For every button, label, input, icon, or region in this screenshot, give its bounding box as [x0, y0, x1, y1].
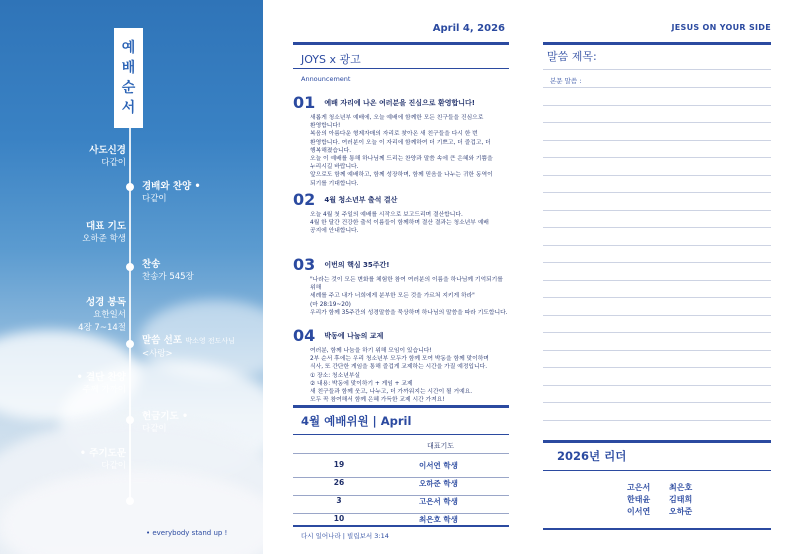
note-line — [543, 402, 771, 403]
schedule-header-prayer: 대표기도 — [427, 442, 455, 450]
item-title: 찬송 — [142, 259, 161, 270]
note-line — [543, 227, 771, 228]
announcement-heading: 4월 청소년부 출석 결산 — [324, 195, 398, 204]
leaders-title: 2026년 리더 — [557, 449, 627, 463]
item-sub: 오하준 학생 — [82, 234, 126, 244]
item-title: 헌금기도 • — [142, 411, 189, 422]
note-line — [543, 245, 771, 246]
worship-item-response-song — [77, 371, 126, 397]
item-title-text: 말씀 선포 — [142, 335, 183, 346]
schedule-title: 4월 예배위원 | April — [301, 414, 412, 428]
scripture-label: 본문 말씀 : — [550, 77, 582, 85]
order-of-worship-panel — [0, 0, 263, 554]
timeline-dot — [126, 340, 134, 348]
announcement-heading: 예배 자리에 나온 여러분을 진심으로 환영합니다! — [324, 98, 475, 107]
announcement-item — [293, 92, 509, 188]
item-title: • 결단 찬양 — [76, 372, 126, 383]
note-line — [543, 350, 771, 351]
leaders-row — [627, 482, 711, 494]
worship-item-lords-prayer — [80, 447, 126, 473]
sermon-notes-panel — [537, 0, 771, 554]
item-title: 사도신경 — [89, 145, 126, 156]
item-sub: 찬송가 545장 — [142, 272, 194, 282]
schedule-name: 이서연 학생 — [419, 461, 458, 470]
announcement-heading: 이번의 핵심 35주간! — [324, 260, 390, 269]
section-rule — [543, 470, 771, 471]
note-line — [543, 122, 771, 123]
item-sub: 다같이 — [101, 461, 126, 471]
timeline-dot — [126, 263, 134, 271]
note-line — [543, 140, 771, 141]
item-sub: <사랑> — [142, 349, 173, 359]
table-rule — [293, 453, 509, 454]
note-line — [543, 262, 771, 263]
section-rule — [293, 525, 509, 527]
sermon-title-label: 말씀 제목: — [547, 50, 597, 63]
title-char: 순 — [121, 80, 136, 96]
worship-item-prayer — [82, 220, 126, 246]
item-title: • 주기도문 — [79, 448, 126, 459]
section-rule — [293, 405, 509, 408]
leader-name: 최은호 — [669, 483, 693, 492]
note-line — [543, 280, 771, 281]
title-char: 예 — [121, 40, 136, 56]
worship-item-sermon — [142, 334, 235, 361]
leaders-row — [627, 506, 711, 518]
announcement-number: 02 — [293, 190, 316, 209]
worship-item-offering — [142, 410, 188, 436]
leader-name: 이서연 — [627, 507, 651, 516]
leader-name: 오하준 — [669, 507, 693, 516]
item-title: 대표 기도 — [85, 221, 126, 232]
note-line — [543, 69, 771, 70]
theme-verse: 다시 일어나라 | 빌립보서 3:14 — [301, 532, 389, 540]
schedule-date: 19 — [333, 460, 345, 469]
announcement-number: 01 — [293, 93, 316, 112]
section-rule — [293, 434, 509, 435]
item-title — [142, 334, 235, 348]
timeline-dot — [126, 416, 134, 424]
table-row — [287, 509, 513, 531]
motto-text: JESUS ON YOUR SIDE — [671, 23, 771, 32]
preacher-name: 박소영 전도사님 — [185, 337, 235, 345]
schedule-name: 최은호 학생 — [419, 515, 458, 524]
schedule-date: 3 — [336, 496, 342, 505]
note-line — [543, 192, 771, 193]
section-rule — [543, 42, 771, 45]
note-line — [543, 157, 771, 158]
section-rule — [293, 42, 509, 45]
note-line — [543, 297, 771, 298]
stand-up-footnote: • everybody stand up ! — [146, 529, 228, 537]
note-line — [543, 210, 771, 211]
bulletin-date: April 4, 2026 — [432, 23, 505, 34]
title-char: 서 — [121, 100, 136, 116]
item-sub: 다같이 — [101, 158, 126, 168]
note-line — [543, 315, 771, 316]
note-line — [543, 87, 771, 88]
item-sub: 요한일서 — [93, 310, 126, 320]
item-sub: 주께 가까이 — [82, 385, 126, 395]
announcement-item — [293, 325, 509, 404]
worship-item-hymn — [142, 258, 194, 284]
item-title: 성경 봉독 — [85, 297, 126, 308]
announcement-number: 03 — [293, 255, 316, 274]
schedule-date: 10 — [333, 514, 345, 523]
leaders-list — [627, 482, 711, 518]
title-char: 배 — [121, 60, 136, 76]
timeline-dot — [126, 183, 134, 191]
leaders-row — [627, 494, 711, 506]
announcement-item — [293, 254, 509, 317]
timeline-dot — [126, 497, 134, 505]
announcement-body: "나라는 것이 모든 변화를 체험한 참여 여러분의 이름을 하나님께 기억되기를 위해 세례를 주고 내가 너희에게 분부한 모든 것을 가르쳐 지키게 하라" (마 28:19~20) 우리가 함께 35주간의 성경말씀을 묵상하며 하나님의 말씀을 따라 기도합니다. — [310, 277, 508, 316]
worship-item-scripture — [78, 296, 126, 335]
item-sub: 다같이 — [142, 194, 167, 204]
schedule-name: 오하준 학생 — [419, 479, 458, 488]
schedule-date: 26 — [333, 478, 345, 487]
announcement-heading: 박동에 나눔의 교제 — [324, 331, 384, 340]
announcement-number: 04 — [293, 326, 316, 345]
section-rule — [543, 440, 771, 443]
note-line — [543, 367, 771, 368]
item-title: 경배와 찬양 • — [142, 181, 201, 192]
announcement-subtitle: Announcement — [301, 75, 351, 83]
order-of-worship-title — [114, 28, 143, 128]
item-sub: 다같이 — [142, 424, 167, 434]
worship-item-creed — [89, 144, 126, 170]
section-rule — [293, 68, 509, 69]
leader-name: 한태윤 — [627, 495, 651, 504]
leader-name: 고은서 — [627, 483, 651, 492]
note-line — [543, 385, 771, 386]
worship-item-praise — [142, 180, 201, 206]
section-rule — [543, 528, 771, 530]
announcements-panel — [287, 0, 513, 554]
leader-name: 김태희 — [669, 495, 693, 504]
announcement-title: JOYS x 광고 — [301, 53, 361, 66]
note-line — [543, 332, 771, 333]
item-sub: 4장 7~14절 — [78, 323, 126, 333]
schedule-name: 고은서 학생 — [419, 497, 458, 506]
announcement-body: 오늘 4월 첫 주일의 예배를 시작으로 보고드리며 결산합니다. 4월 한 달간 건강한 출석 이름들이 함께하며 결산 결과는 청소년부 예배 공지에 안내합니다. — [310, 212, 489, 235]
announcement-body: 새롭게 청소년부 예배에, 오늘 예배에 함께한 모든 친구들을 진심으로 환영합니다! 복음의 아름다운 형제자매의 자리로 찾아온 새 친구들을 다시 한 번 환영합니다. 여러분이 오늘 이 자리에 함께하여 더 기쁘고, 더 즐겁고, 더 행복해졌습니다. 오늘 이 예배를 통해 하나님께 드리는 찬양과 말씀 속에 큰 은혜와 기쁨을 누리시길 바랍니다. 앞으로도 함께 예배하고, 함께 성장하며, 함께 믿음을 나누는 귀한 동역이 되기를 기대합니다. — [310, 115, 493, 187]
announcement-item — [293, 189, 509, 236]
announcement-body: 여러분, 함께 나눔을 하기 위해 모임이 있습니다! 2부 순서 후에는 우리 청소년부 모두가 함께 모여 박동을 함께 맞이하며 식사, 또 간단한 게임을 통해 즐겁게 교제하는 시간을 가질 예정입니다. ① 장소: 청소년부실 ② 내용: 박동에 맞이하기 + 게임 + 교제 새 친구들과 함께 웃고, 나누고, 더 가까워지는 시간이 될 거예요. 모두 꼭 참여해서 함께 은혜 가득한 교제 시간 가져요! — [310, 348, 489, 404]
note-line — [543, 105, 771, 106]
note-line — [543, 420, 771, 421]
note-line — [543, 175, 771, 176]
